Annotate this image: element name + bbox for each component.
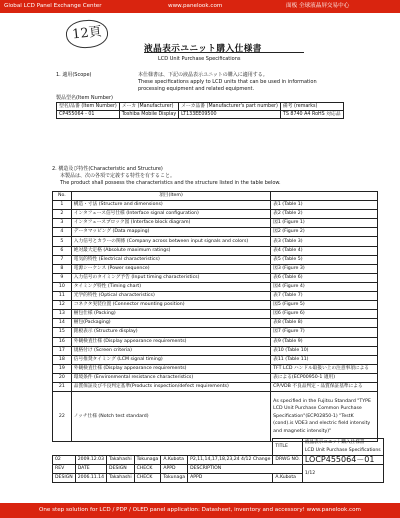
row-item: 梱包仕様 (Packing) [71,310,270,319]
characteristics-heading: 2. 構造及び特性(Characteristic and Structure) [52,166,163,172]
model-cell: TS 8740 A4 RoHS 対応品 [280,111,343,119]
row-page-ref: 図5 (Figure 5) [271,301,378,310]
row-number: 10 [53,282,72,291]
row-page-ref: 表11 (Table 11) [271,355,378,364]
sign-cell: Takahashi [107,474,135,483]
table-row [53,201,378,210]
rev-cell: 02 [53,456,76,465]
row-number: 5 [53,237,72,246]
document-title-en: LCD Unit Purchase Specifications [158,56,241,62]
rev-cell: 2009.12.03 [75,456,106,465]
rev-header: REV [53,465,76,474]
row-number: 21 [53,382,72,391]
rev-cell: Takahashi [107,456,135,465]
table-row [53,246,378,255]
rev-header: APPD [161,465,188,474]
row-item: コネクタ実装位置 (Connector mounting position) [71,301,270,310]
row-page-ref: 表7 (Table 7) [271,292,378,301]
row-number: 12 [53,301,72,310]
table-row [53,355,378,364]
rev-cell: Tokunaga [134,456,161,465]
drawing-number: LOCP455064－01 [302,456,383,465]
row-item: インタフェースブロック図 (Interface block diagram) [71,219,270,228]
row-page-ref: CP/VDB 不良品判定・品質保証基準による [271,382,378,391]
title-block-title-jp: 液晶表示ユニット購入仕様書 [304,440,365,445]
row-number: 9 [53,273,72,282]
sign-cell: 2006.11.14 [75,474,106,483]
rev-header: CHECK [134,465,161,474]
row-item: 品質保証及び不良判定基準(Products inspection/defect requirements) [71,382,270,391]
sign-cell: DESIGN [53,474,76,483]
row-item: ノッチ仕様 (Notch test standard) [71,392,270,442]
drawing-label: DRWG NO. [273,456,302,465]
site-url[interactable]: www.panelook.com [168,3,223,9]
row-item: 入力信号とカラーの関係 (Company across between input signals and colors) [71,237,270,246]
site-name-cn: 面板 全球液晶屏交易中心 [286,3,350,9]
table-row [53,392,378,442]
row-page-ref: TFT LCD ハンドル取扱い上の注意事項による [271,364,378,373]
row-number: 19 [53,364,72,373]
rev-cell: P2,11,14,17,18,23,24 4/12 Change [188,456,273,465]
row-page-ref: 表8 (Table 8) [271,319,378,328]
rev-header: DATE [75,465,106,474]
title-block-title-en: LCD Unit Purchase Specifications [304,448,381,453]
row-page-ref: 図7 (Figure 7) [271,328,378,337]
title-underline [144,52,304,53]
table-row [53,219,378,228]
row-page-ref: 表1 (Table 1) [271,201,378,210]
row-item: 構造・寸法 (Structure and dimensions) [71,201,270,210]
row-item: 規格付け (Screen criteria) [71,346,270,355]
characteristics-table [52,191,378,442]
sheet-number: 1/12 [302,465,383,483]
row-page-ref: 図6 (Figure 6) [271,310,378,319]
row-item: 電気的特性 (Electrical characteristics) [71,255,270,264]
table-row [53,301,378,310]
column-header-item: 項目(Item) [71,192,270,201]
table-row [53,292,378,301]
row-number: 8 [53,264,72,273]
table-row [53,337,378,346]
row-number: 18 [53,355,72,364]
row-item: 電源シーケンス (Power sequence) [71,264,270,273]
table-row [53,228,378,237]
title-block [52,438,384,483]
row-item: 外観検査仕様 (Display appearance requirements) [71,364,270,373]
table-row [53,273,378,282]
characteristics-header-row [53,192,378,201]
row-item: 環境条件 (Environmental resistance characteristics) [71,373,270,382]
scope-text-en-1: These specifications apply to LCD units that can be used in information [138,79,317,85]
table-row [53,346,378,355]
row-page-ref: 図3 (Figure 3) [271,264,378,273]
model-header-cell: メーカ (Manufacturer) [119,103,178,111]
row-number: 14 [53,319,72,328]
row-item: インタフェース信号仕様 (Interface signal configuration) [71,210,270,219]
footer-text[interactable]: One step solution for LCD / PDP / OLED panel application: Datasheet, inventory and accessory! www.panelook.com [38,507,362,513]
table-row [53,282,378,291]
rev-header: DESCRIPTION [188,465,303,474]
row-item: 外観検査仕様 (Display appearance requirements) [71,337,270,346]
row-number: 1 [53,201,72,210]
column-header-no: No. [53,192,72,201]
row-page-ref: 表9 (Table 9) [271,337,378,346]
row-number: 3 [53,219,72,228]
row-item: 梱包(Packaging) [71,319,270,328]
table-row [53,310,378,319]
row-number: 17 [53,346,72,355]
scope-text-jp: 本仕様書は、下記の液晶表示ユニットの購入に適用する。 [138,72,268,78]
characteristics-text-jp: 本製品は、次の各項で定義する特性を有すること。 [60,173,176,179]
scope-heading: 1. 適用(Scope) [56,72,92,78]
title-label: TITLE [273,439,302,456]
model-header-cell: 型名/品番 (Item Number) [57,103,120,111]
table-row [53,373,378,382]
model-cell: LT133EE09500 [179,111,281,119]
row-number: 7 [53,255,72,264]
sign-cell: A.Kubota [273,474,302,483]
row-page-ref: 表6 (Table 6) [271,273,378,282]
row-item: 銘板表示 (Structure display) [71,328,270,337]
model-cell: CP455064 - 01 [57,111,120,119]
site-name: Global LCD Panel Exchange Center [4,3,102,9]
table-row [53,364,378,373]
row-number: 20 [53,373,72,382]
title-block-spacer [53,439,273,456]
row-page-ref: 表4 (Table 4) [271,246,378,255]
row-page-ref: 表3 (Table 3) [271,237,378,246]
row-item: 絶対最大定格 (Absolute maximum ratings) [71,246,270,255]
document-title: 液晶表示ユニット購入仕様書 [144,44,262,54]
table-row [53,264,378,273]
rev-cell: A.Kubota [161,456,188,465]
handwritten-page-count: 12頁 [65,18,110,50]
table-row [53,255,378,264]
table-row [53,382,378,391]
column-header-page [271,192,378,201]
table-row [53,237,378,246]
row-number: 15 [53,328,72,337]
document-page [48,16,384,500]
model-cell: Toshiba Mobile Display [119,111,178,119]
row-item: 光学的特性 (Optical characteristics) [71,292,270,301]
table-row [53,210,378,219]
title-block-title [302,439,383,456]
row-item: 信号推奨タイミング (LCM signal timing) [71,355,270,364]
model-table [56,102,344,119]
row-number: 22 [53,392,72,442]
scope-text-en-2: processing equipment and related equipment. [138,86,255,92]
rev-header: DESIGN [107,465,135,474]
row-page-ref: As specified in the Fujitsu Standard "TYPE LCD Unit Purchase Common Purchase Specification"(ECP02850-1) "TestK (cond).is VDE3 and electric field intensity and magnetic intensity)" [271,392,378,442]
row-page-ref: 表2 (Table 2) [271,210,378,219]
table-row [53,319,378,328]
model-label: 製品型名(Item Number) [56,95,113,101]
row-page-ref: 図1 (Figure 1) [271,219,378,228]
model-header-cell: メーカ品番 (Manufacturer's part number) [179,103,281,111]
row-item: タイミング特性 (Timing chart) [71,282,270,291]
row-item: 入力信号のタイミング予告 (Input timing characteristics) [71,273,270,282]
row-number: 11 [53,292,72,301]
characteristics-text-en: The product shall possess the characteristics and the structure listed in the table below. [60,180,281,186]
row-page-ref: 図2 (Figure 2) [271,228,378,237]
site-footer-bar [0,503,400,518]
model-header-cell: 備考 (remarks) [280,103,343,111]
table-row [53,328,378,337]
sign-cell: Tokunaga [161,474,188,483]
model-table-row [57,111,344,119]
sign-cell: CHECK [134,474,161,483]
row-page-ref: 表5 (Table 5) [271,255,378,264]
row-page-ref: 図4 (Figure 4) [271,282,378,291]
row-number: 16 [53,337,72,346]
row-item: データマッピング (Data mapping) [71,228,270,237]
sign-cell: APPD [188,474,273,483]
row-number: 2 [53,210,72,219]
row-number: 4 [53,228,72,237]
row-page-ref: 表による(ECP00950-1 適用) [271,373,378,382]
site-header-bar [0,0,400,13]
row-number: 6 [53,246,72,255]
model-table-header [57,103,344,111]
row-number: 13 [53,310,72,319]
row-page-ref: 表10 (Table 10) [271,346,378,355]
